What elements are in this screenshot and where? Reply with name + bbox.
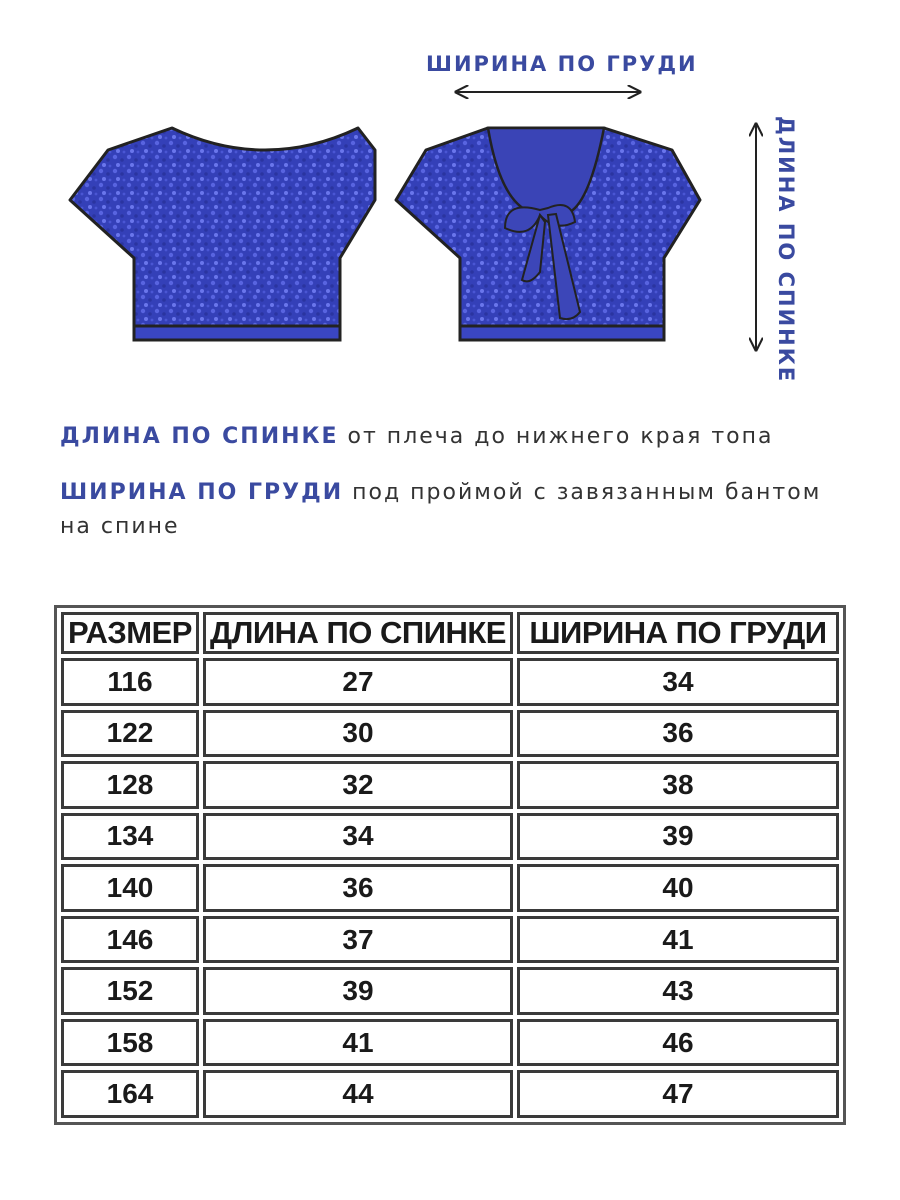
front-view [70, 128, 375, 340]
cell-chest-width: 40 [517, 864, 839, 912]
table-row [61, 710, 839, 758]
cell-back-length: 32 [203, 761, 513, 809]
cell-chest-width: 39 [517, 813, 839, 861]
header-chest-width: ШИРИНА ПО ГРУДИ [517, 612, 839, 654]
cell-size: 116 [61, 658, 199, 706]
table-row [61, 658, 839, 706]
cell-size: 122 [61, 710, 199, 758]
header-size: РАЗМЕР [61, 612, 199, 654]
cell-back-length: 39 [203, 967, 513, 1015]
table-row [61, 813, 839, 861]
table-row [61, 761, 839, 809]
cell-chest-width: 36 [517, 710, 839, 758]
cell-size: 152 [61, 967, 199, 1015]
back-length-description [60, 420, 840, 454]
chest-width-label: ШИРИНА ПО ГРУДИ [426, 52, 698, 76]
cell-chest-width: 38 [517, 761, 839, 809]
header-back-length: ДЛИНА ПО СПИНКЕ [203, 612, 513, 654]
back-view [396, 128, 700, 340]
size-chart-table [54, 605, 846, 1125]
back-length-label: ДЛИНА ПО СПИНКЕ [774, 116, 798, 384]
cell-back-length: 44 [203, 1070, 513, 1118]
cell-size: 164 [61, 1070, 199, 1118]
description-term: ШИРИНА ПО ГРУДИ [60, 480, 344, 505]
cell-back-length: 34 [203, 813, 513, 861]
cell-back-length: 37 [203, 916, 513, 964]
cell-size: 158 [61, 1019, 199, 1067]
description-term: ДЛИНА ПО СПИНКЕ [60, 424, 339, 449]
cell-size: 134 [61, 813, 199, 861]
cell-chest-width: 43 [517, 967, 839, 1015]
chest-width-description [60, 476, 840, 544]
description-text: под проймой с завязанным бантом на спине [60, 480, 822, 539]
cell-back-length: 36 [203, 864, 513, 912]
table-row [61, 916, 839, 964]
cell-size: 146 [61, 916, 199, 964]
table-row [61, 1019, 839, 1067]
description-text: от плеча до нижнего края топа [338, 424, 774, 449]
cell-chest-width: 34 [517, 658, 839, 706]
table-header-row [61, 612, 839, 654]
cell-chest-width: 47 [517, 1070, 839, 1118]
cell-chest-width: 41 [517, 916, 839, 964]
cell-chest-width: 46 [517, 1019, 839, 1067]
cell-back-length: 30 [203, 710, 513, 758]
cell-size: 128 [61, 761, 199, 809]
table-row [61, 1070, 839, 1118]
table-row [61, 864, 839, 912]
cell-back-length: 27 [203, 658, 513, 706]
table-row [61, 967, 839, 1015]
cell-back-length: 41 [203, 1019, 513, 1067]
cell-size: 140 [61, 864, 199, 912]
